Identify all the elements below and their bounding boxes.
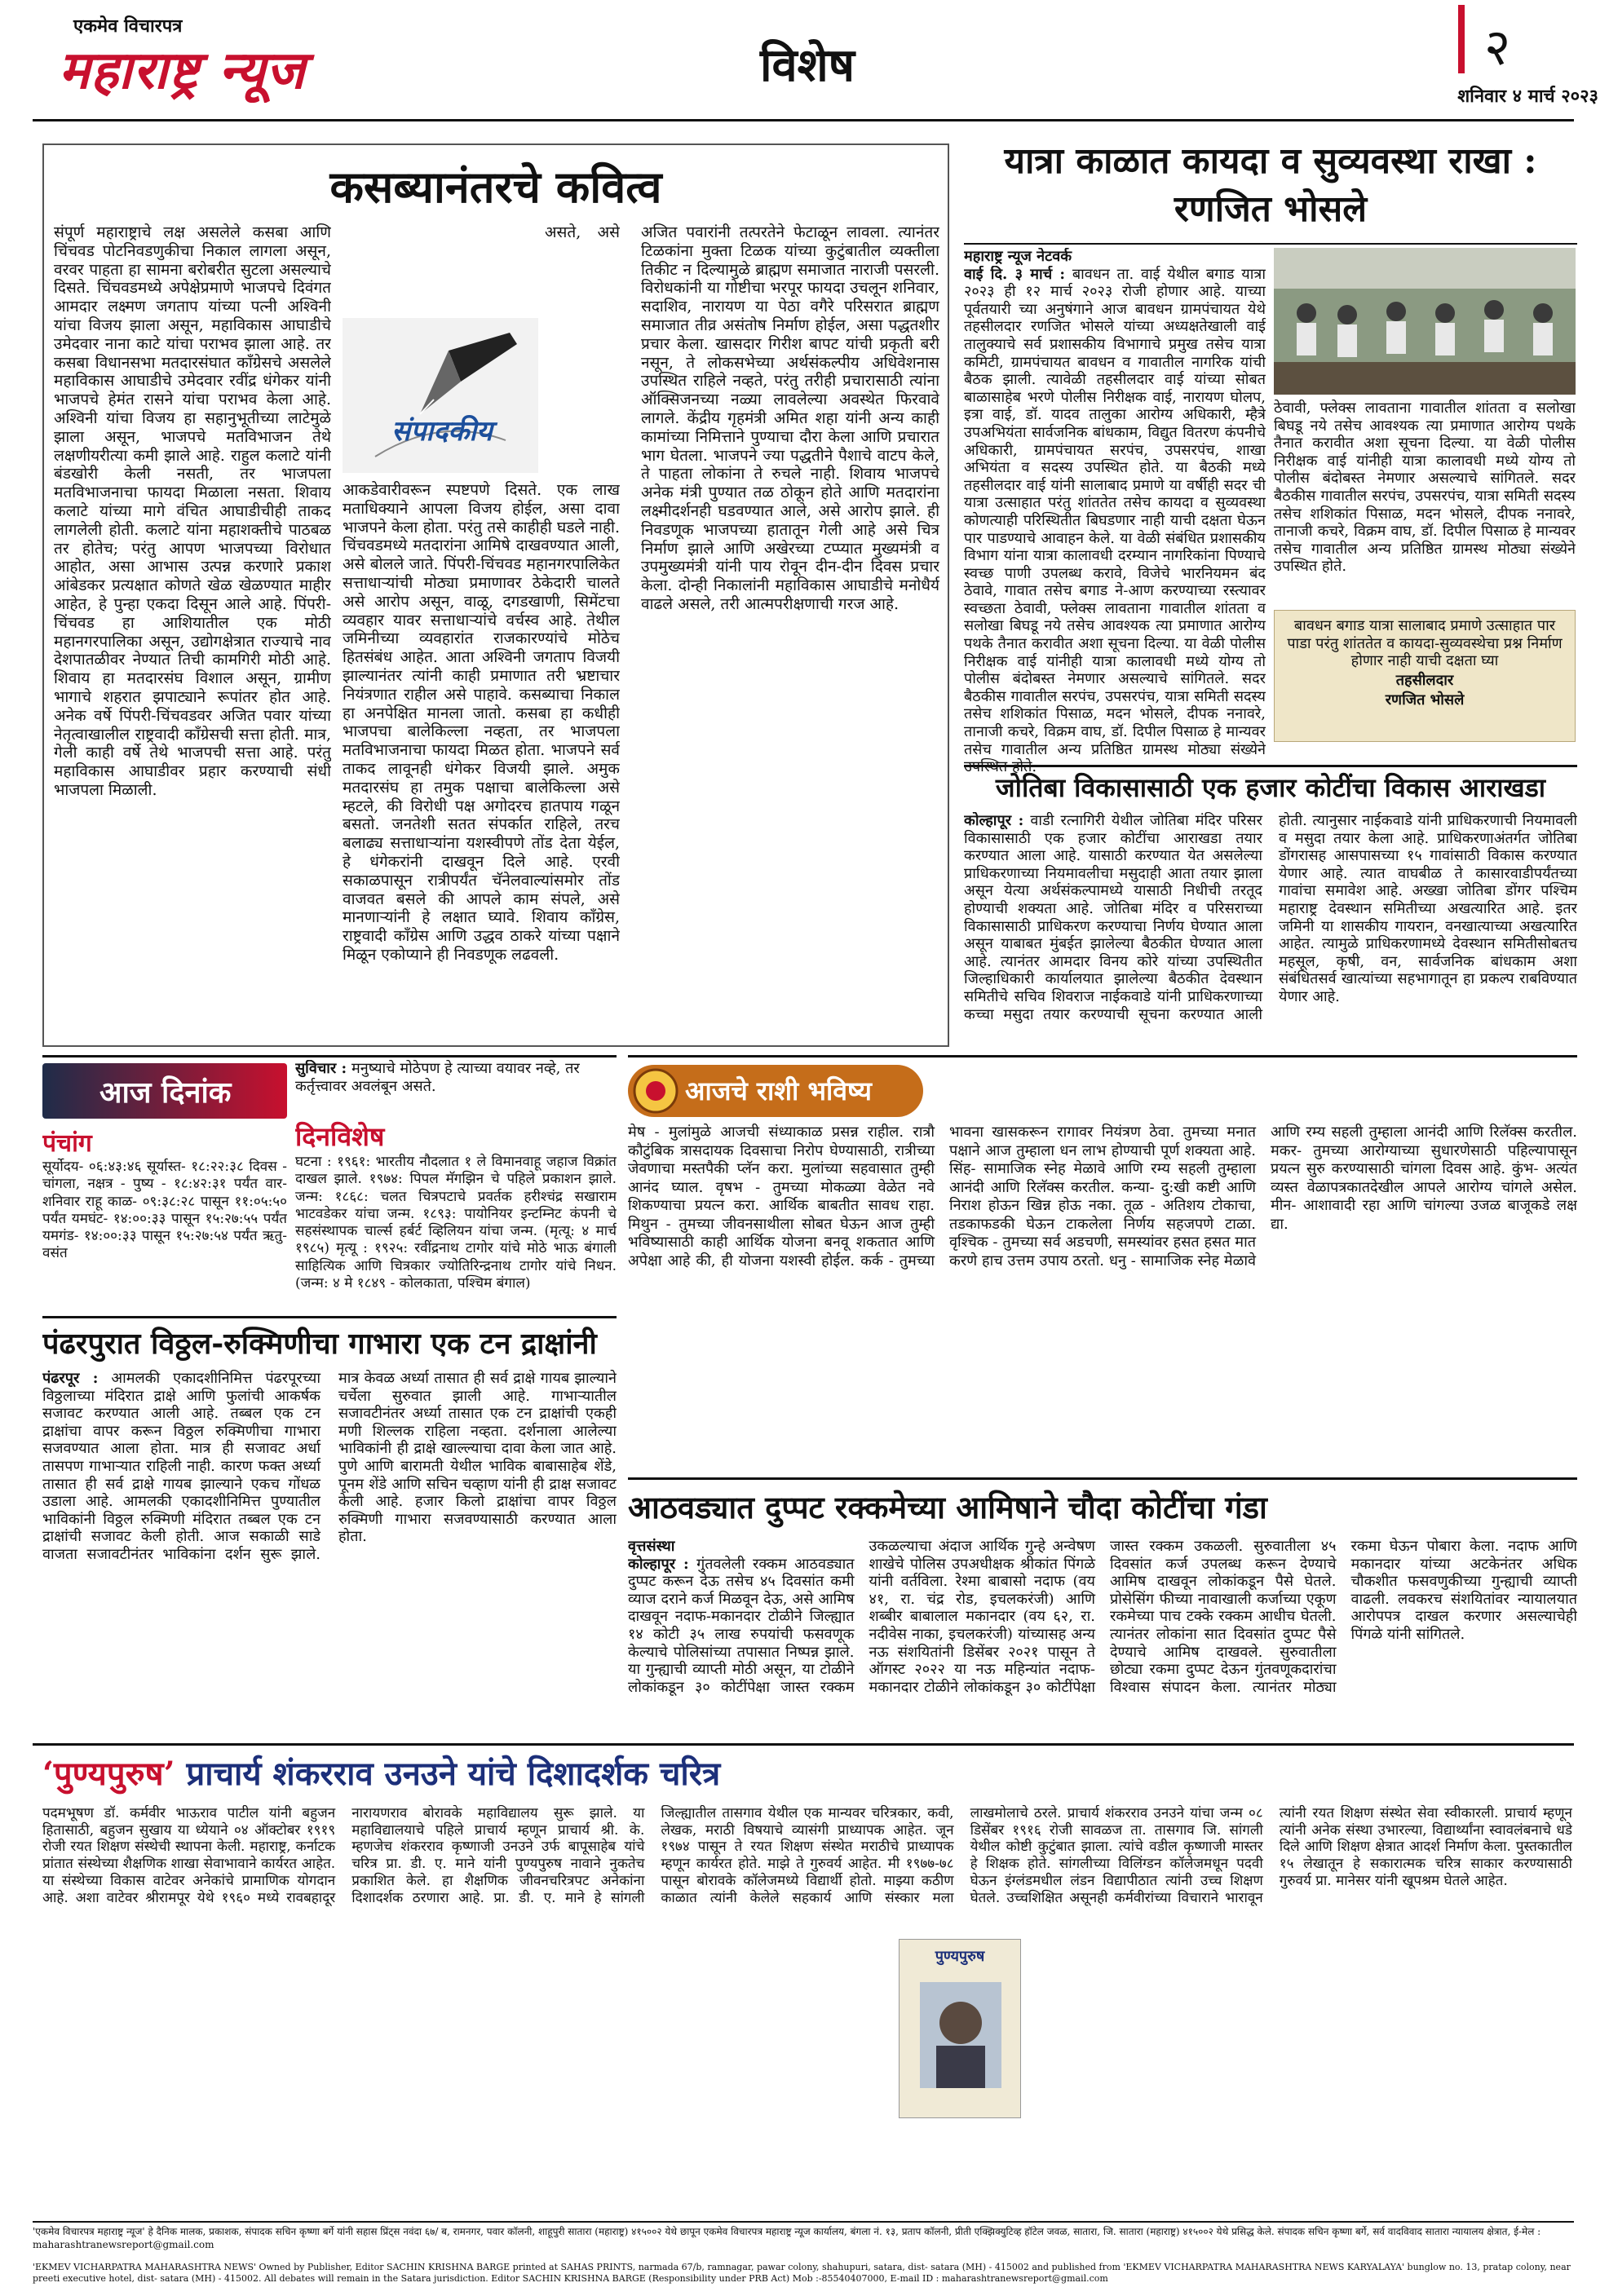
issue-date: शनिवार ४ मार्च २०२३	[1457, 86, 1598, 107]
meeting-photo	[1274, 248, 1576, 395]
editorial-float-spacer	[343, 223, 545, 481]
aaj-dinank-header: आज दिनांक	[99, 1075, 232, 1110]
masthead-rule	[33, 119, 1574, 121]
pandharpur-dateline: पंढरपूर :	[42, 1370, 99, 1387]
rashi-top-rule	[628, 1055, 1577, 1057]
footer-english: 'EKMEV VICHARPATRA MAHARASHTRA NEWS' Owned by Publisher, Editor SACHIN KRISHNA BARGE printed at SAHAS PRINTS, narmada 67/b, ramnagar, pawar colony, shahupuri, satara, dist- satara (MH) - 415002 and published from 'EKMEV VICHARPATRA MAHARASHTRA NEWS KARYALAYA' bunglow no. 13, pratap colony, near preeti executive hotel, dist- satara (MH) - 415002. All debates will remain in the Satara jurisdiction. Editor SACHIN KRISHNA BARGE (Responsibility under PRB Act) Mob :-85540407000, E-mail ID : maharashtranewsreport@gmail.com	[33, 2262, 1571, 2285]
page-number-rule	[1458, 5, 1465, 73]
suvichar-box	[295, 1060, 617, 1124]
pandharpur-body: आमलकी एकादशीनिमित्त पंढरपूरच्या विठ्ठलाच्या मंदिरात द्राक्षे आणि फुलांची आकर्षक सजावट करण्यात आली आहे. तब्बल एक टन द्राक्षांचा वापर करून विठ्ठल रुक्मिणीचा गाभारा सजवण्यात आला होता. मात्र ही सजावट अर्धा तासपण गाभाऱ्यात राहिली नाही. कारण फक्त अर्ध्या तासात ही सर्व द्राक्षे गायब झाल्याने एकच गोंधळ उडाला आहे. आमलकी एकादशीनिमित्त पुण्यातील भाविकांनी विठ्ठल रुक्मिणी मंदिरात तब्बल एक टन द्राक्षांची सजावट केली होती. आज सकाळी साडे वाजता सजावटीनंतर भाविकांना दर्शन सुरू झाले. मात्र केवळ अर्ध्या तासात ही सर्व द्राक्षे गायब झाल्याने चर्चेला सुरुवात झाली आहे. गाभाऱ्यातील सजावटीनंतर अर्ध्या तासात एक टन द्राक्षांची एकही मणी शिल्लक राहिला नव्हता. दर्शनाला आलेल्या भाविकांनी ही द्राक्षे खाल्ल्याचा दावा केला जात आहे. पुणे आणि बारामती येथील भाविक बाबासाहेब शेंडे, पूनम शेंडे आणि सचिन चव्हाण यांनी ही द्राक्ष सजावट केली आहे. हजार किलो द्राक्षांचा वापर विठ्ठल रुक्मिणी गाभारा सजवण्यासाठी करण्यात आला होता.	[42, 1370, 617, 1563]
gang-top-rule	[628, 1477, 1577, 1480]
book-portrait-image	[900, 1966, 1021, 2113]
gang-body: गुंतवलेली रक्कम आठवड्यात दुप्पट करून देऊ तसेच ४५ दिवसांत कमी व्याज दराने कर्ज मिळवून देऊ, असे आमिष दाखवून नदाफ-मकानदार टोळीने जिल्ह्यात १४ कोटी ३५ लाख रुपयांची फसवणूक केल्याचे पोलिसांच्या तपासात निष्पन्न झाले. या गुन्ह्याची व्याप्ती मोठी असून, या टोळीने लोकांकडून ३० कोटींपेक्षा जास्त रक्कम उकळल्याचा अंदाज आर्थिक गुन्हे अन्वेषण शाखेचे पोलिस उपअधीक्षक श्रीकांत पिंगळे यांनी वर्तविला. रेश्मा बाबासो नदाफ (वय ४१, रा. चंद्र रोड, इचलकरंजी) आणि शब्बीर बाबालाल मकानदार (वय ६२, रा. नदीवेस नाका, इचलकरंजी) यांच्यासह अन्य नऊ संशयितांनी डिसेंबर २०२१ पासून ते ऑगस्ट २०२२ या नऊ महिन्यांत नदाफ-मकानदार टोळीने लोकांकडून ३० कोटींपेक्षा जास्त रक्कम उकळली. सुरुवातीला ४५ दिवसांत कर्ज उपलब्ध करून देण्याचे आमिष दाखवून लोकांकडून पैसे घेतले. प्रोसेसिंग फीच्या नावाखाली कर्जाच्या एकूण रकमेच्या पाच टक्के रक्कम आधीच घेतली. त्यानंतर लोकांना सात दिवसांत दुप्पट पैसे देण्याचे आमिष दाखवले. सुरुवातीला छोट्या रकमा दुप्पट देऊन गुंतवणूकदारांचा विश्वास संपादन केला. त्यानंतर मोठ्या रकमा घेऊन पोबारा केला. नदाफ आणि मकानदार यांच्या अटकेनंतर अधिक चौकशीत फसवणुकीच्या गुन्ह्याची व्याप्ती वाढली. लवकरच संशयितांवर न्यायालयात आरोपपत्र दाखल करणार असल्याचेही पिंगळे यांनी सांगितले.	[628, 1538, 1577, 1696]
biography-body-wrap	[42, 1805, 1572, 2213]
zodiac-wheel-icon	[633, 1068, 679, 1114]
paper-name: महाराष्ट्र न्यूज	[59, 40, 306, 101]
rashi-body: मेष - मुलांमुळे आजची संध्याकाळ प्रसन्न राहील. रात्रौ कौटुंबिक त्रासदायक दिवसाचा निरोप घेण्यासाठी, रात्रीच्या जेवणाचा मस्तपैकी प्लॅन करा. मुलांच्या सहवासात तुम्ही आनंद घ्याल. वृषभ - तुमच्या मोकळ्या वेळेत नवे शिकण्याचा प्रयत्न करा. आर्थिक बाबतीत सावध राहा. मिथुन - तुमच्या जीवनसाथीला सोबत घेऊन आज तुम्ही भविष्यासाठी काही आर्थिक योजना बनवू शकतात आणि अपेक्षा आहे की, ही योजना यशस्वी होईल. कर्क - तुमच्या भावना खासकरून रागावर नियंत्रण ठेवा. तुमच्या मनात पक्षाने आज तुम्हाला धन लाभ होण्याची पूर्ण शक्यता आहे. सिंह- सामाजिक स्नेह मेळावे आणि रम्य सहली तुम्हाला आनंदी आणि रिलॅक्स करतील. कन्या- दु:खी कष्टी आणि निराश होऊन खिन्न होऊ नका. तूळ - अतिशय टोकाचा, तडकाफडकी घेऊन टाकलेला निर्णय सहजपणे टाळा. वृश्चिक - तुमच्या सर्व अडचणी, समस्यांवर हसत हसत मात करणे हाच उत्तम उपाय ठरतो. धनु - सामाजिक स्नेह मेळावे आणि रम्य सहली तुम्हाला आनंदी आणि रिलॅक्स करतील. मकर- तुमच्या आरोग्याच्या सुधारणेसाठी पहिल्यापासून प्रयत्न सुरु करण्यासाठी चांगला दिवस आहे. कुंभ- अत्यंत व्यस्त वेळापत्रकातदेखील आपले आरोग्य चांगले असेल. मीन- आशावादी रहा आणि चांगल्या उजळ बाजूकडे लक्ष द्या.	[628, 1124, 1577, 1269]
tehsildar-note-title: तहसीलदार	[1395, 671, 1454, 689]
wai-byline: महाराष्ट्र न्यूज नेटवर्क	[964, 248, 1072, 265]
jotiba-body: वाडी रत्नागिरी येथील जोतिबा मंदिर परिसर विकासासाठी एक हजार कोटींचा आराखडा तयार करण्यात आला आहे. यासाठी करण्यात येत असलेल्या प्राधिकरणाच्या नियमावलीचा मसुदाही आता तयार झाला असून येत्या अर्थसंकल्पामध्ये यासाठी निधीची तरतूद होण्याची शक्यता आहे. जोतिबा मंदिर व परिसराच्या विकासासाठी प्राधिकरण करण्याचा निर्णय घेण्यात आला असून याबाबत मुंबईत झालेल्या बैठकीत घेण्यात आला आहे. त्यानंतर आमदार विनय कोरे यांच्या उपस्थितीत जिल्हाधिकारी कार्यालयात झालेल्या बैठकीत देवस्थान समितीचे सचिव शिवराज नाईकवाडे यांनी प्राधिकरणाच्या कच्चा मसुदा तयार करण्याची सूचना करण्यात आली होती. त्यानुसार नाईकवाडे यांनी प्राधिकरणाची नियमावली व मसुदा तयार केला आहे. प्राधिकरणाअंतर्गत जोतिबा डोंगरासह आसपासच्या १५ गावांसाठी विकास करण्यात येणार आहे. त्यात वाघबीळ ते कासारवाडीपर्यंतच्या गावांचा समावेश आहे. अख्खा जोतिबा डोंगर पश्चिम महाराष्ट्र देवस्थान समितीच्या अखत्यारित आहे. इतर जमिनी या शासकीय गायरान, वनखात्याच्या अखत्यारित आहेत. त्यामुळे प्राधिकरणामध्ये देवस्थान समितीसोबतच महसूल, कृषी, वन, सार्वजनिक बांधकाम अशा संबंधितसर्व खात्यांच्या सहभागातून हा प्रकल्प राबविण्यात येणार आहे.	[964, 812, 1577, 1023]
aaj-dinank-banner	[42, 1063, 287, 1119]
dinvishesh-box	[295, 1119, 617, 1347]
rashi-body-wrap	[628, 1124, 1577, 1368]
tehsildar-note-box	[1274, 610, 1576, 742]
jotiba-top-rule	[964, 765, 1577, 767]
panchang-text: सूर्योदय- ०६:४३:४६ सूर्यास्त- १८:२२:३८ दिवस - चांगला, नक्षत्र - पुष्य - १८:४२:३१ पर्यंत वार- शनिवार राहू काळ- ०९:३८:२८ पासून ११:०५:५० पर्यंत यमघंट- १४:००:३३ पासून १५:२७:५५ पर्यंत यमगंड- १४:००:३३ पासून १५:२७:५४ पर्यंत ऋतु- वसंत	[42, 1159, 287, 1262]
biography-title-quote: ‘पुण्यपुरुष’	[42, 1755, 175, 1793]
book-cover	[899, 1939, 1021, 2118]
editorial-image-caption: संपादकीय	[391, 415, 493, 448]
gang-body-wrap	[628, 1538, 1577, 1733]
wai-body-col-2: ठेवावी, फ्लेक्स लावताना गावातील शांतता व सलोखा बिघडू नये तसेच आवश्यक त्या प्रमाणात आरोग्य पथके तैनात करावीत अशा सूचना दिल्या. या वेळी पोलीस निरीक्षक वाई यांनीही यात्रा कालावधी मध्ये योग्य तो पोलीस बंदोबस्त नेमणार असल्याचे सांगितले. सदर बैठकीस गावातील सरपंच, उपसरपंच, यात्रा समिती सदस्य तसेच शशिकांत पिसाळ, मदन भोसले, दीपक ननावरे, तानाजी कचरे, विक्रम वाघ, डॉ. दिपील पिसाळ हे मान्यवर तसेच गावातील अन्य प्रतिष्ठित ग्रामस्थ मोठ्या संख्येने उपस्थित होते.	[1274, 400, 1576, 576]
masthead-tagline: एकमेव विचारपत्र	[73, 15, 183, 37]
biography-top-rule	[33, 1743, 1574, 1746]
editorial-column-2: असते, असे आकडेवारीवरून स्पष्टपणे दिसते. एक लाख मताधिक्याने आपला विजय होईल, असा दावा भाजपने केला होता. परंतु तसे काहीही घडले नाही. चिंचवडमध्ये मतदारांना आमिषे दाखवण्यात आली, असे बोलले जाते. पिंपरी-चिंचवड महानगरपालिकेत सत्ताधाऱ्यांची मोठ्या प्रमाणावर ठेकेदारी चालते असे आरोप असून, वाळू, दगडखाणी, सिमेंटचा व्यवहार यावर सत्ताधाऱ्यांचे वर्चस्व आहे. तेथील जमिनीच्या व्यवहारांत राजकारण्यांचे मोठेच हितसंबंध आहेत. आता अश्विनी जगताप विजयी झाल्यानंतर त्यांनी काही प्रमाणात तरी भ्रष्टाचार नियंत्रणात राहील असे पाहावे. कसब्याचा निकाल हा अनपेक्षित मानला जातो. कसबा हा कधीही भाजपचा बालेकिल्ला नव्हता, तर भाजपला मतविभाजनाचा फायदा मिळत होता. भाजपने सर्व ताकद लावूनही धंगेकर विजयी झाले. अमुक मतदारसंघ हा तमुक पक्षाचा बालेकिल्ला असे म्हटले, की विरोधी पक्ष अगोदरच हातपाय गळून बसतो. जनतेशी सतत संपर्कात राहिले, तरच बलाढ्य सत्ताधाऱ्यांना यशस्वीपणे तोंड देता येईल, हे धंगेकरांनी दाखवून दिले आहे. एरवी सकाळपासून रात्रीपर्यंत चॅनेलवाल्यांसमोर तोंड वाजवत बसले की आपले काम संपले, असे मानणाऱ्यांनी हे लक्षात घ्यावे. शिवाय काँग्रेस, राष्ट्रवादी काँग्रेस आणि उद्धव ठाकरे यांच्या पक्षाने मिळून एकोप्याने ही निवडणूक लढवली.	[343, 223, 620, 964]
wai-body: बावधन ता. वाई येथील बगाड यात्रा २०२३ ही १२ मार्च २०२३ रोजी होणार आहे. याच्या पूर्वतयारी च्या अनुषंगाने आज बावधन ग्रामपंचायत येथे तहसीलदार रणजित भोसले यांच्या अध्यक्षतेखाली वाई तालुक्याचे सर्व प्रशासकीय विभागाचे प्रमुख तसेच यात्रा कमिटी, ग्रामपंचायत बावधन व गावातील नागरिक यांची बैठक झाली. त्यावेळी तहसीलदार वाई यांच्या सोबत बाळासाहेब भरणे पोलीस निरीक्षक वाई, नारायण घोलप, इत्रा वाई, डॉ. यादव तालुका आरोग्य अधिकारी, म्हैत्रे उपअभियंता सार्वजनिक बांधकाम, विद्युत वितरण कंपनीचे अधिकारी, ग्रामपंचायत सरपंच, उपसरपंच, शाखा अभियंता व सदस्य उपस्थित होते. या बैठकी मध्ये तहसीलदार वाई यांनी सालाबाद प्रमाणे या वर्षीही सदर ची यात्रा उत्साहात परंतु शांततेत तसेच कायदा व सुव्यवस्था कोणत्याही परिस्थितीत बिघडणार नाही याची दक्षता घेऊन पार पाडण्याचे आवाहन केले. या वेळी संबंधित प्रशासकीय विभाग यांना यात्रा कालावधी दरम्यान नागरिकांना पिण्याचे स्वच्छ पाणी उपलब्ध करावे, विजेचे भारनियमन बंद ठेवावे, गावात तसेच बगाड ने-आण करण्याच्या रस्त्यावर स्वच्छता ठेवावी, फ्लेक्स लावताना गावातील शांतता व सलोखा बिघडू नये तसेच आवश्यक त्या प्रमाणात आरोग्य पथके तैनात करावीत अशा सूचना दिल्या. या वेळी पोलीस निरीक्षक वाई यांनीही यात्रा कालावधी मध्ये योग्य तो पोलीस बंदोबस्त नेमणार असल्याचे सांगितले. सदर बैठकीस गावातील सरपंच, उपसरपंच, यात्रा समिती सदस्य तसेच शशिकांत पिसाळ, मदन भोसले, दीपक ननावरे, तानाजी कचरे, विक्रम वाघ, डॉ. दिपील पिसाळ हे मान्यवर तसेच गावातील अन्य प्रतिष्ठित ग्रामस्थ मोठ्या संख्येने	[964, 265, 1266, 758]
editorial-column-2-wrap	[343, 223, 620, 1039]
tehsildar-note-name: रणजित भोसले	[1385, 691, 1465, 709]
footer-rule	[33, 2221, 1574, 2223]
suvichar-label: सुविचार :	[295, 1060, 347, 1077]
footer-marathi: 'एकमेव विचारपत्र महाराष्ट्र न्यूज' हे दैनिक मालक, प्रकाशक, संपादक सचिन कृष्णा बर्गे यांनी सहास प्रिंट्स नवंदा ६७/ ब, रामनगर, पवार कॉलनी, शाहूपुरी सातारा (महाराष्ट्र) ४१५००२ येथे छापून एकमेव विचारपत्र महाराष्ट्र न्यूज कार्यालय, बंगला नं. १३, प्रताप कॉलनी, प्रीती एक्झिक्युटिव्ह हॉटेल जवळ, सातारा, जि. सातारा (महाराष्ट्र) ४१५००२ येथे प्रसिद्ध केले. संपादक सचिन कृष्णा बर्गे, सर्व वादविवाद सातारा न्यायालय क्षेत्रात, ई-मेल : maharashtranewsreport@gmail.com	[33, 2226, 1541, 2250]
editorial-column-3: अजित पवारांनी तत्परतेने फेटाळून लावला. त्यानंतर टिळकांना मुक्ता टिळक यांच्या कुटुंबातील व्यक्तीला तिकीट न दिल्यामुळे ब्राह्मण समाजात नाराजी पसरली. विरोधकांनी या गोष्टीचा भरपूर फायदा उचलून शनिवार, सदाशिव, नारायण या पेठा वगैरे परिसरात ब्राह्मण समाजात तीव्र असंतोष निर्माण होईल, असा पद्धतशीर प्रचार केला. खासदार गिरीश बापट यांची प्रकृती बरी नसून, ते लोकसभेच्या अर्थसंकल्पीय अधिवेशनास उपस्थित राहिले नव्हते, परंतु तरीही प्रचारासाठी त्यांना ऑक्सिजनच्या नळ्या लावलेल्या अवस्थेत फिरवावे लागले. केंद्रीय गृहमंत्री अमित शहा यांनी अन्य काही कामांच्या निमित्ताने पुण्याचा दौरा केला आणि प्रचारात भाग घेतला. भाजपने ज्या पद्धतीने पैशाचे वाटप केले, ते पाहता लोकांना ते रुचले नाही. शिवाय भाजपचे अनेक मंत्री पुण्यात तळ ठोकून होते आणि मतदारांना लक्ष्मीदर्शनही घडवण्यात आले, असे आरोप झाले. ही निवडणूक भाजपच्या हातातून गेली आहे असे चित्र निर्माण झाले आणि अखेरच्या टप्प्यात मुख्यमंत्री व उपमुख्यमंत्री यांनी पाय रोवून दीन-दीन दिवस प्रचार केला. दोन्ही निकालांनी महाविकास आघाडीचे मनोधैर्य वाढले असले, तरी आत्मपरीक्षणाची गरज आहे.	[641, 223, 939, 613]
wai-story-title: यात्रा काळात कायदा व सुव्यवस्था राखा : रणजित भोसले	[1004, 140, 1537, 231]
rashi-banner	[628, 1065, 923, 1117]
pandharpur-top-rule	[42, 1316, 617, 1318]
tehsildar-note: बावधन बगाड यात्रा सालाबाद प्रमाणे उत्साहात पार पाडा परंतु शांततेत व कायदा-सुव्यवस्थेचा प्रश्न निर्माण होणार नाही याची दक्षता घ्या	[1287, 617, 1563, 670]
jotiba-title: जोतिबा विकासासाठी एक हजार कोटींचा विकास आराखडा	[995, 772, 1546, 803]
panchang-box	[42, 1125, 287, 1337]
editorial-title: कसब्यानंतरचे कवित्व	[329, 161, 662, 213]
aaj-din-top-rule	[42, 1055, 617, 1057]
editorial-column-1: संपूर्ण महाराष्ट्राचे लक्ष असलेले कसबा आणि चिंचवड पोटनिवडणुकीचा निकाल लागला असून, वरवर पाहता हा सामना बरोबरीत सुटला असल्याचे दिसते. चिंचवडमध्ये अपेक्षेप्रमाणे भाजपचे दिवंगत आमदार लक्ष्मण जगताप यांच्या पत्नी अश्विनी यांचा विजय झाला असून, महाविकास आघाडीचे उमेदवार नाना काटे यांचा पराभव झाला आहे. तर कसबा विधानसभा मतदारसंघात काँग्रेसचे असलेले महाविकास आघाडीचे उमेदवार रवींद्र धंगेकर यांनी भाजपचे हेमंत रासने यांचा पराभव केला आहे. अश्विनी यांचा विजय हा सहानुभूतीच्या लाटेमुळे झाला असून, भाजपचे मतविभाजन तेथे लक्षणीयरीत्या कमी झाले आहे. राहुल कलाटे यांनी बंडखोरी केली नसती, तर भाजपला मतविभाजनाचा फायदा मिळाला नसता. शिवाय कलाटे यांच्या मागे वंचित आघाडीचीही ताकद लागलेली होती. कलाटे यांना महाशक्तीचे पाठबळ तर होतेच; परंतु आपण भाजपच्या विरोधात आहोत, असा आभास उत्पन्न करणारे प्रकाश आंबेडकर प्रत्यक्षात कोणते खेळ खेळण्यात माहीर आहेत, हे पुन्हा एकदा दिसून आले आहे. पिंपरी-चिंचवड हा आशियातील एक मोठी महानगरपालिका असून, उद्योगक्षेत्रात राज्याचे नाव देशपातळीवर नेण्यात तिची कामगिरी मोठी आहे. शिवाय हा मतदारसंघ विशाल असून, ग्रामीण भागाचे शहरात झपाट्याने रूपांतर होत आहे. अनेक वर्षे पिंपरी-चिंचवडवर अजित पवार यांच्या नेतृत्वाखालील राष्ट्रवादी काँग्रेसची सत्ता होती. मात्र, गेली काही वर्षे तेथे भाजपची सत्ता आहे. परंतु महाविकास आघाडीवर प्रहार करण्याची संधी भाजपला मिळाली.	[54, 223, 331, 799]
wai-dateline: वाई दि. ३ मार्च :	[964, 265, 1066, 283]
book-cover-title: पुण्यपुरुष	[935, 1948, 985, 1965]
dinvishesh-text: घटना : १९६१: भारतीय नौदलात १ ले विमानवाहू जहाज विक्रांत दाखल झाले. १९७४: पिपल मॅगझिन चे पहिले प्रकाशन झाले. जन्म: १८६८: चलत चित्रपटाचे प्रवर्तक हरीश्चंद्र सखाराम भाटवडेकर यांचा जन्म. १८९३: पायोनियर इन्टम्निट कंपनी चे सहसंस्थापक चार्ल्स हर्बर्ट व्हिलियन यांचा जन्म. (मृत्यू: ४ मार्च १९८५) मृत्यू : १९२५: रवींद्रनाथ टागोर यांचे मोठे भाऊ बंगाली साहित्यिक आणि चित्रकार ज्योतिरिन्द्रनाथ टागोर यांचे निधन. (जन्म: ४ मे १८४९ - कोलकाता, पश्चिम बंगाल)	[295, 1154, 617, 1292]
biography-title	[42, 1750, 988, 1800]
meeting-photo-image	[1274, 248, 1576, 395]
wai-title-rule	[964, 243, 1577, 245]
dinvishesh-label: दिनविशेष	[295, 1121, 385, 1152]
jotiba-dateline: कोल्हापूर :	[964, 812, 1024, 829]
jotiba-body-wrap	[964, 812, 1577, 1040]
page-number: २	[1484, 17, 1511, 77]
section-title: विशेष	[759, 38, 855, 92]
gang-source: वृत्तसंस्था	[628, 1538, 675, 1555]
panchang-label: पंचांग	[42, 1129, 92, 1158]
masthead-logo	[59, 13, 483, 103]
pandharpur-body-wrap	[42, 1370, 617, 1732]
gang-title: आठवड्यात दुप्पट रक्कमेच्या आमिषाने चौदा कोटींचा गंडा	[628, 1489, 1267, 1526]
biography-body: पदमभूषण डॉ. कर्मवीर भाऊराव पाटील यांनी बहुजन हितासाठी, बहुजन सुखाय या ध्येयाने ०४ ऑक्टोबर १९१९ रोजी रयत शिक्षण संस्थेची स्थापना केली. महाराष्ट्र, कर्नाटक प्रांतात संस्थेच्या शैक्षणिक शाखा सेवाभावाने कार्यरत आहेत. या संस्थेच्या विकास वाटेवर अनेकांचे प्रामाणिक योगदान आहे. अशा वाटेवर श्रीरामपूर येथे १९६० मध्ये रावबहादूर नारायणराव बोरावके महाविद्यालय सुरू झाले. या महाविद्यालयाचे पहिले प्राचार्य म्हणून प्राचार्य श्री. के. म्हणजेच शंकरराव कृष्णाजी उनउने उर्फ बापूसाहेब यांचे चरित्र प्रा. डी. ए. माने यांनी पुण्यपुरुष नावाने नुकतेच प्रकाशित केले. हा शैक्षणिक जीवनचरित्रपट अनेकांना दिशादर्शक ठरणारा आहे. प्रा. डी. ए. माने हे सांगली जिल्ह्यातील तासगाव येथील एक मान्यवर चरित्रकार, कवी, लेखक, मराठी विषयाचे व्यासंगी प्राध्यापक आहेत. जून १९७४ पासून ते रयत शिक्षण संस्थेत मराठीचे प्राध्यापक म्हणून कार्यरत होते. माझे ते गुरुवर्य आहेत. मी १९७७-७८ पासून बोरावके कॉलेजमध्ये विद्यार्थी होतो. माझ्या कठीण काळात त्यांनी केलेले सहकार्य आणि संस्कार मला लाखमोलाचे ठरले. प्राचार्य शंकरराव उनउने यांचा जन्म ०८ डिसेंबर १९१६ रोजी सावळज ता. तासगाव जि. सांगली येथील कोष्टी कुटुंबात झाला. त्यांचे वडील कृष्णाजी मास्तर हे शिक्षक होते. सांगलीच्या विलिंग्डन कॉलेजमधून पदवी घेऊन इंग्लंडमधील लंडन विद्यापीठात त्यांनी उच्च शिक्षण घेतले. उच्चशिक्षित असूनही कर्मवीरांच्या विचाराने भारावून त्यांनी रयत शिक्षण संस्थेत सेवा स्वीकारली. प्राचार्य म्हणून त्यांनी अनेक संस्था उभारल्या, विद्यार्थ्यांना स्वावलंबनाचे धडे दिले आणि शिक्षण क्षेत्रात आदर्श निर्माण केला. पुस्तकातील १५ लेखातून हे सकारात्मक चरित्र साकार करण्यासाठी गुरुवर्य प्रा. मानेसर यांनी खूपश्रम घेतले आहेत.	[42, 1805, 1572, 1906]
gang-dateline: कोल्हापूर :	[628, 1555, 689, 1573]
biography-title-rest: प्राचार्य शंकरराव उनउने यांचे दिशादर्शक चरित्र	[186, 1755, 721, 1793]
pandharpur-title: पंढरपुरात विठ्ठल-रुक्मिणीचा गाभारा एक टन द्राक्षांनी	[42, 1327, 597, 1361]
suvichar-text: मनुष्याचे मोठेपण हे त्याच्या वयावर नव्हे, तर कर्तृत्त्वावर अवलंबून असते.	[295, 1060, 580, 1095]
rashi-header: आजचे राशी भविष्य	[685, 1075, 872, 1106]
